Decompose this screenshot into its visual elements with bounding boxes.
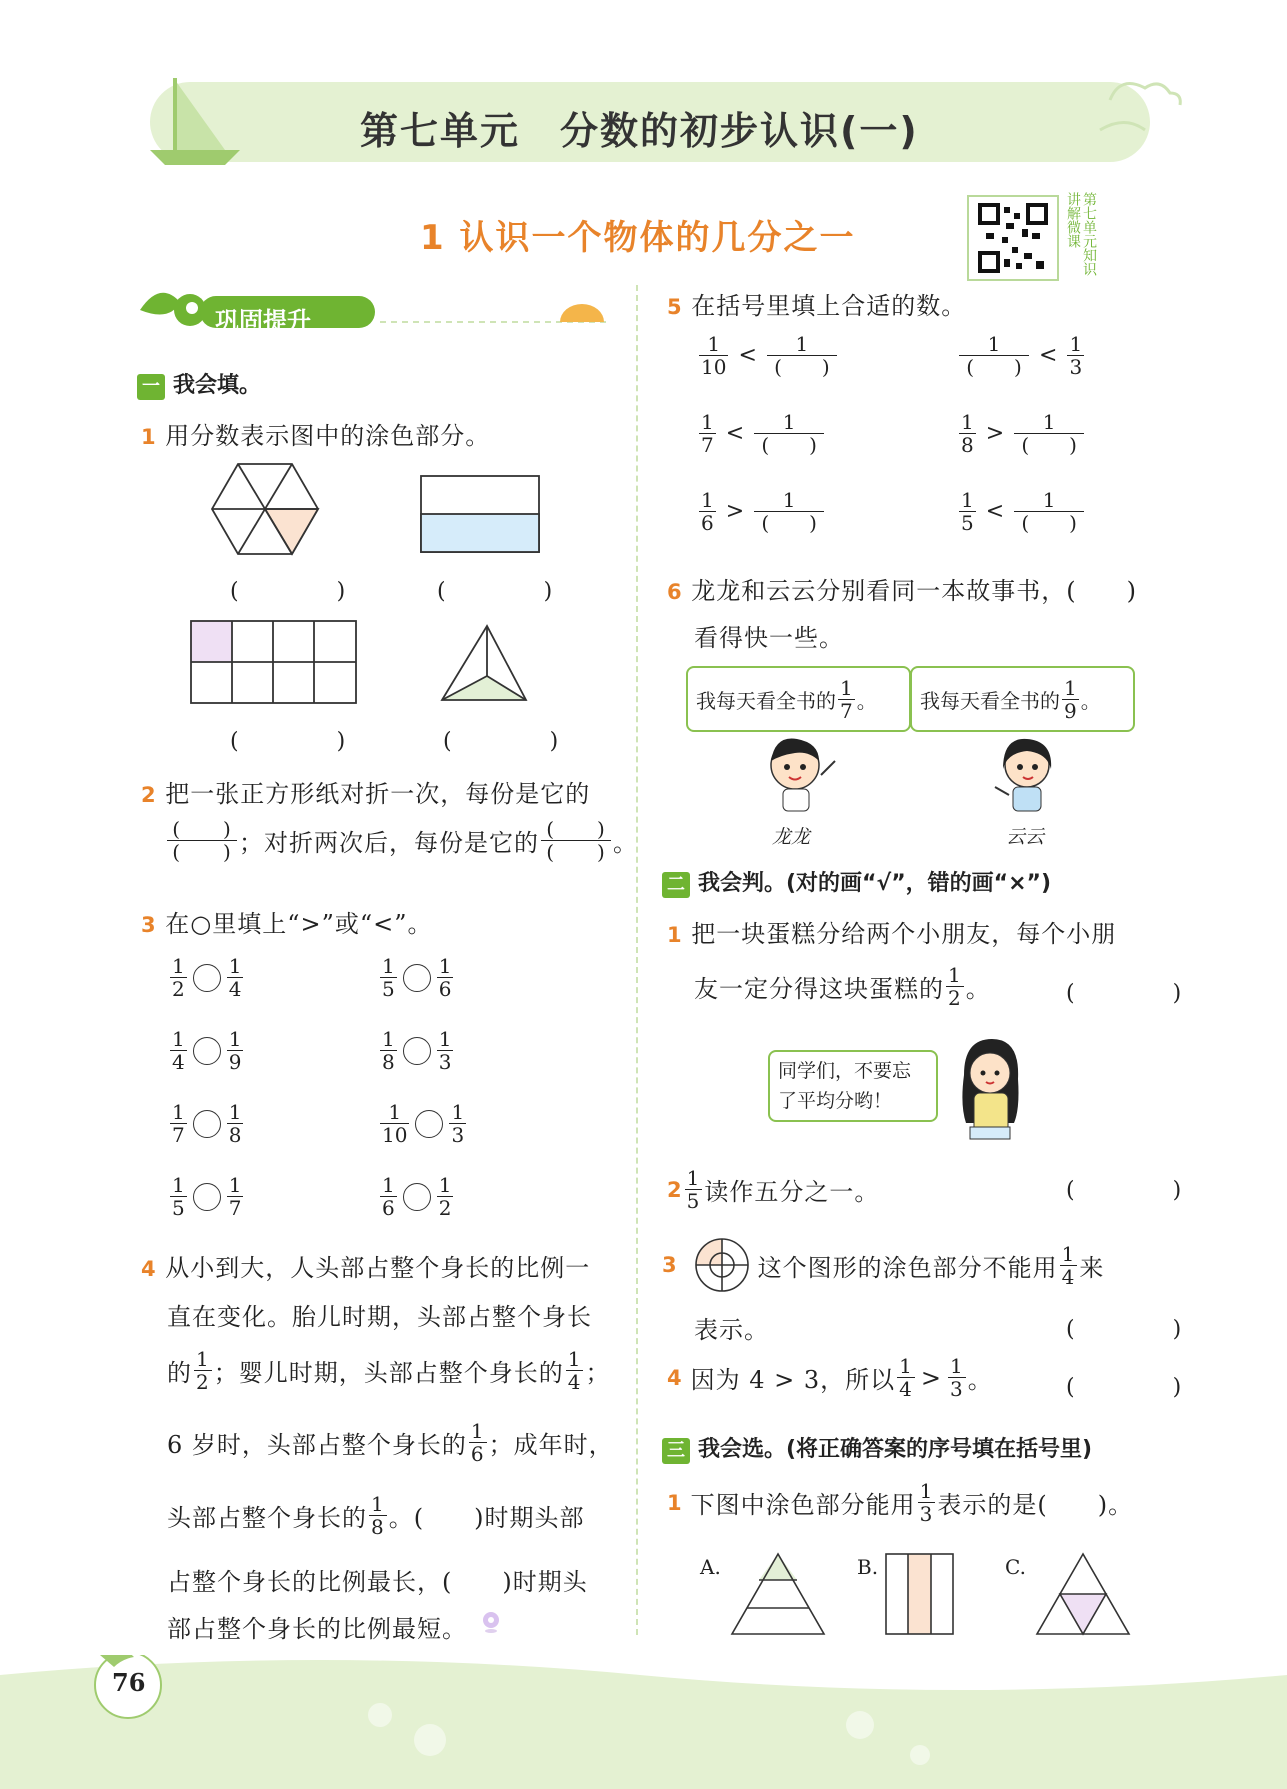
q1-text: 用分数表示图中的涂色部分。: [165, 422, 491, 450]
unit-title: 第七单元 分数的初步认识(一): [360, 109, 919, 153]
compare-circle-blank[interactable]: [415, 1110, 443, 1138]
q4-line1: 4 从小到大，人头部占整个身长的比例一: [141, 1254, 591, 1282]
speech-bubble-yunyun: 我每天看全书的 $\frac{1}{9}$ 。: [910, 666, 1135, 732]
j1-line1: 1 把一块蛋糕分给两个小朋友，每个小朋: [667, 920, 1117, 948]
option-a-triangle: [730, 1552, 826, 1636]
q1-number: 1: [141, 425, 157, 449]
section-2-heading: 二 我会判。(对的画“√”，错的画“×”): [662, 866, 1051, 898]
j2-line: 2 $\frac{1}{5}$ 读作五分之一。: [667, 1166, 880, 1213]
option-b-label[interactable]: B.: [857, 1555, 879, 1579]
section-banner-title: 巩固提升: [215, 307, 311, 335]
girl-cartoon-icon: [985, 735, 1075, 815]
qr-code-icon: [978, 203, 1048, 273]
q5-line: 5 在括号里填上合适的数。: [667, 292, 967, 320]
compare-item: $\frac{1}{4}$ $\frac{1}{9}$: [172, 1027, 242, 1074]
q6-line1: 6 龙龙和云云分别看同一本故事书，( ): [667, 577, 1137, 605]
q5-compare-item: $\frac{1}{5}$ < $\frac{1}{( )}$: [957, 489, 1086, 534]
hexagon-figure: [210, 462, 320, 557]
lesson-title: 1 认识一个物体的几分之一: [420, 218, 856, 258]
option-a-label[interactable]: A.: [700, 1555, 721, 1579]
blank-fraction[interactable]: $\frac{( )}{( )}$: [541, 818, 611, 863]
speech-bubble-longlong: 我每天看全书的 $\frac{1}{7}$ 。: [686, 666, 911, 732]
blank-fraction[interactable]: $\frac{( )}{( )}$: [167, 818, 237, 863]
compare-circle-blank[interactable]: [403, 1037, 431, 1065]
compare-circle-blank[interactable]: [193, 1037, 221, 1065]
c1-line: 1 下图中涂色部分能用 $\frac{1}{3}$ 表示的是( )。: [667, 1479, 1134, 1526]
q1-line: [141, 416, 490, 451]
judge-blank[interactable]: ( ): [1066, 1317, 1200, 1342]
q4-line3: 的 $\frac{1}{2}$ ；婴儿时期，头部占整个身长的 $\frac{1}{4}$ ；: [167, 1347, 611, 1394]
qr-code[interactable]: [967, 195, 1059, 281]
teacher-cartoon-icon: [950, 1035, 1030, 1145]
target-circle-figure: [692, 1235, 752, 1295]
compare-circle-blank[interactable]: [193, 1110, 221, 1138]
compare-circle-blank[interactable]: [193, 964, 221, 992]
section-1-heading: 一 我会填。: [137, 368, 261, 400]
section-banner-bg: [130, 280, 620, 340]
j3-line1: 3 这个图形的涂色部分不能用 $\frac{1}{4}$ 来: [662, 1235, 1104, 1295]
rectangle-half-figure: [420, 475, 540, 555]
compare-item: $\frac{1}{6}$ $\frac{1}{2}$: [382, 1173, 452, 1220]
answer-blank[interactable]: ( ): [437, 579, 571, 604]
q2-line2: $\frac{( )}{( )}$ ；对折两次后，每份是它的 $\frac{( )}{( )}$ 。: [165, 818, 638, 863]
answer-blank[interactable]: ( ): [230, 729, 364, 754]
compare-item: $\frac{1}{10}$ $\frac{1}{3}$: [382, 1100, 465, 1147]
q4-line2: 直在变化。胎儿时期，头部占整个身长: [167, 1303, 592, 1331]
name-longlong: 龙龙: [772, 826, 811, 848]
q4-line7: 部占整个身长的比例最短。: [167, 1615, 467, 1643]
q6-line2: 看得快一些。: [694, 624, 844, 652]
boy-cartoon-icon: [755, 735, 845, 815]
teacher-bubble: 同学们，不要忘 了平均分哟！: [768, 1050, 938, 1122]
compare-item: $\frac{1}{7}$ $\frac{1}{8}$: [172, 1100, 242, 1147]
j1-line2: 友一定分得这块蛋糕的 $\frac{1}{2}$ 。: [694, 963, 991, 1010]
j3-line2: 表示。: [694, 1316, 769, 1344]
option-b-rectangle: [885, 1552, 955, 1636]
answer-blank[interactable]: ( ): [443, 729, 577, 754]
answer-blank[interactable]: ( ): [230, 579, 364, 604]
qr-label: 第七单元知识讲解微课: [1065, 192, 1097, 276]
q5-compare-item: $\frac{1}{8}$ > $\frac{1}{( )}$: [957, 411, 1086, 456]
j4-line: 4 因为 4 > 3，所以 $\frac{1}{4}$ > $\frac{1}{3}$ 。: [667, 1354, 993, 1401]
q5-compare-item: $\frac{1}{( )}$ < $\frac{1}{3}$: [957, 333, 1086, 378]
option-c-label[interactable]: C.: [1005, 1555, 1026, 1579]
page-number: 76: [112, 1668, 146, 1697]
judge-blank[interactable]: ( ): [1066, 1178, 1200, 1203]
option-c-triangle: [1035, 1552, 1131, 1636]
compare-circle-blank[interactable]: [403, 1183, 431, 1211]
compare-circle-blank[interactable]: [193, 1183, 221, 1211]
section-3-heading: 三 我会选。(将正确答案的序号填在括号里): [662, 1432, 1092, 1464]
compare-item: $\frac{1}{2}$ $\frac{1}{4}$: [172, 954, 242, 1001]
q5-compare-item: $\frac{1}{7}$ < $\frac{1}{( )}$: [697, 411, 826, 456]
compare-item: $\frac{1}{5}$ $\frac{1}{6}$: [382, 954, 452, 1001]
judge-blank[interactable]: ( ): [1066, 1375, 1200, 1400]
q5-compare-item: $\frac{1}{6}$ > $\frac{1}{( )}$: [697, 489, 826, 534]
grid-eighths-figure: [190, 620, 360, 706]
judge-blank[interactable]: ( ): [1066, 981, 1200, 1006]
column-divider: [636, 285, 638, 1635]
q5-compare-item: $\frac{1}{10}$ < $\frac{1}{( )}$: [697, 333, 839, 378]
q3-line: 3 在○里填上“>”或“<”。: [141, 910, 433, 938]
name-yunyun: 云云: [1006, 826, 1045, 848]
compare-circle-blank[interactable]: [403, 964, 431, 992]
triangle-third-figure: [440, 624, 530, 704]
q4-line4: 6 岁时，头部占整个身长的 $\frac{1}{6}$ ；成年时，: [167, 1419, 614, 1466]
q4-line5: 头部占整个身长的 $\frac{1}{8}$ 。( )时期头部: [167, 1492, 585, 1539]
q2-line1: 2 把一张正方形纸对折一次，每份是它的: [141, 780, 591, 808]
location-pin-icon: [480, 1610, 502, 1634]
compare-item: $\frac{1}{8}$ $\frac{1}{3}$: [382, 1027, 452, 1074]
compare-item: $\frac{1}{5}$ $\frac{1}{7}$: [172, 1173, 242, 1220]
q4-line6: 占整个身长的比例最长，( )时期头: [167, 1568, 588, 1596]
footer-decoration: [0, 1655, 1287, 1789]
section-1-badge: 一: [137, 374, 165, 400]
